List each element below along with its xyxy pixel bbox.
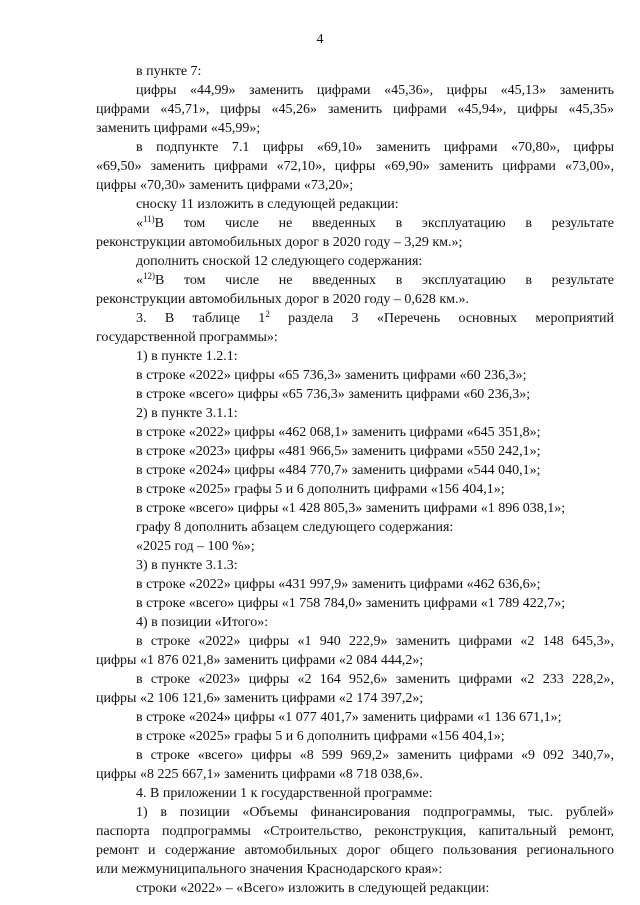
- text-line: в строке «2022» цифры «65 736,3» заменить цифрами «60 236,3»;: [136, 368, 527, 383]
- text-line: государственной программы»:: [96, 330, 278, 345]
- text-line: цифры «1 876 021,8» заменить цифрами «2 084 444,2»;: [96, 653, 424, 668]
- text-line: реконструкции автомобильных дорог в 2020 году – 3,29 км.»;: [96, 235, 463, 250]
- footnote-line: «$^{11)}$В том числе не введенных в эксплуатацию в результате: [136, 214, 614, 231]
- text-line: «69,50» заменить цифрами «72,10», цифры «69,90» заменить цифрами «73,00»,: [96, 159, 614, 174]
- text-line: цифры «2 106 121,6» заменить цифрами «2 174 397,2»;: [96, 691, 424, 706]
- text-line: цифры «70,30» заменить цифрами «73,20»;: [96, 178, 354, 193]
- text-line: дополнить сноской 12 следующего содержания:: [136, 254, 423, 269]
- text-line: в строке «2022» цифры «462 068,1» заменить цифрами «645 351,8»;: [136, 425, 541, 440]
- text-line: цифры «44,99» заменить цифрами «45,36», цифры «45,13» заменить: [136, 83, 614, 98]
- text-line: в подпункте 7.1 цифры «69,10» заменить цифрами «70,80», цифры: [136, 140, 614, 155]
- text-line: в строке «всего» цифры «8 599 969,2» заменить цифрами «9 092 340,7»,: [136, 748, 614, 763]
- section-heading: 3. В таблице $1^2$ раздела 3 «Перечень основных мероприятий: [136, 309, 614, 326]
- text-line: в строке «2022» цифры «431 997,9» заменить цифрами «462 636,6»;: [136, 577, 541, 592]
- section-heading: 4. В приложении 1 к государственной программе:: [136, 786, 433, 801]
- text-line: реконструкции автомобильных дорог в 2020 году – 0,628 км.».: [96, 292, 470, 307]
- text-line: в строке «2024» цифры «1 077 401,7» заменить цифрами «1 136 671,1»;: [136, 710, 562, 725]
- text-line: в пункте 7:: [136, 64, 202, 79]
- text-line: в строке «2023» цифры «2 164 952,6» заменить цифрами «2 233 228,2»,: [136, 672, 614, 687]
- footnote-marker: 12): [143, 271, 155, 281]
- list-item: 2) в пункте 3.1.1:: [136, 406, 238, 421]
- text-line: в строке «всего» цифры «65 736,3» заменить цифрами «60 236,3»;: [136, 387, 531, 402]
- text-line: сноску 11 изложить в следующей редакции:: [136, 197, 399, 212]
- text-line: в строке «2024» цифры «484 770,7» заменить цифрами «544 040,1»;: [136, 463, 541, 478]
- text-line: ремонт и содержание автомобильных дорог общего пользования регионального: [96, 843, 614, 858]
- text-line: заменить цифрами «45,99»;: [96, 121, 261, 136]
- text-line: в строке «2022» цифры «1 940 222,9» заменить цифрами «2 148 645,3»,: [136, 634, 614, 649]
- text-line: цифры «8 225 667,1» заменить цифрами «8 718 038,6».: [96, 767, 423, 782]
- list-item: 1) в пункте 1.2.1:: [136, 349, 238, 364]
- text-line: в строке «2025» графы 5 и 6 дополнить цифрами «156 404,1»;: [136, 729, 505, 744]
- text-line: в строке «всего» цифры «1 758 784,0» заменить цифрами «1 789 422,7»;: [136, 596, 566, 611]
- list-item: 3) в пункте 3.1.3:: [136, 558, 238, 573]
- text-line: графу 8 дополнить абзацем следующего содержания:: [136, 520, 454, 535]
- text-line: в строке «всего» цифры «1 428 805,3» заменить цифрами «1 896 038,1»;: [136, 501, 566, 516]
- document-body: [96, 62, 614, 898]
- list-item: 4) в позиции «Итого»:: [136, 615, 269, 630]
- text-line: в строке «2023» цифры «481 966,5» заменить цифрами «550 242,1»;: [136, 444, 541, 459]
- text-line: строки «2022» – «Всего» изложить в следующей редакции:: [136, 881, 490, 896]
- text-line: цифрами «45,71», цифры «45,26» заменить цифрами «45,94», цифры «45,35»: [96, 102, 614, 117]
- text-line: «2025 год – 100 %»;: [136, 539, 255, 554]
- footnote-line: «$^{12)}$В том числе не введенных в эксплуатацию в результате: [136, 271, 614, 288]
- superscript: 2: [265, 309, 270, 319]
- page-number: 4: [316, 32, 324, 47]
- footnote-marker: 11): [143, 214, 155, 224]
- text-line: паспорта подпрограммы «Строительство, реконструкция, капитальный ремонт,: [96, 824, 614, 839]
- text-line: в строке «2025» графы 5 и 6 дополнить цифрами «156 404,1»;: [136, 482, 505, 497]
- text-line: или межмуниципального значения Краснодарского края»:: [96, 862, 443, 877]
- list-item: 1) в позиции «Объемы финансирования подпрограммы, тыс. рублей»: [136, 805, 614, 820]
